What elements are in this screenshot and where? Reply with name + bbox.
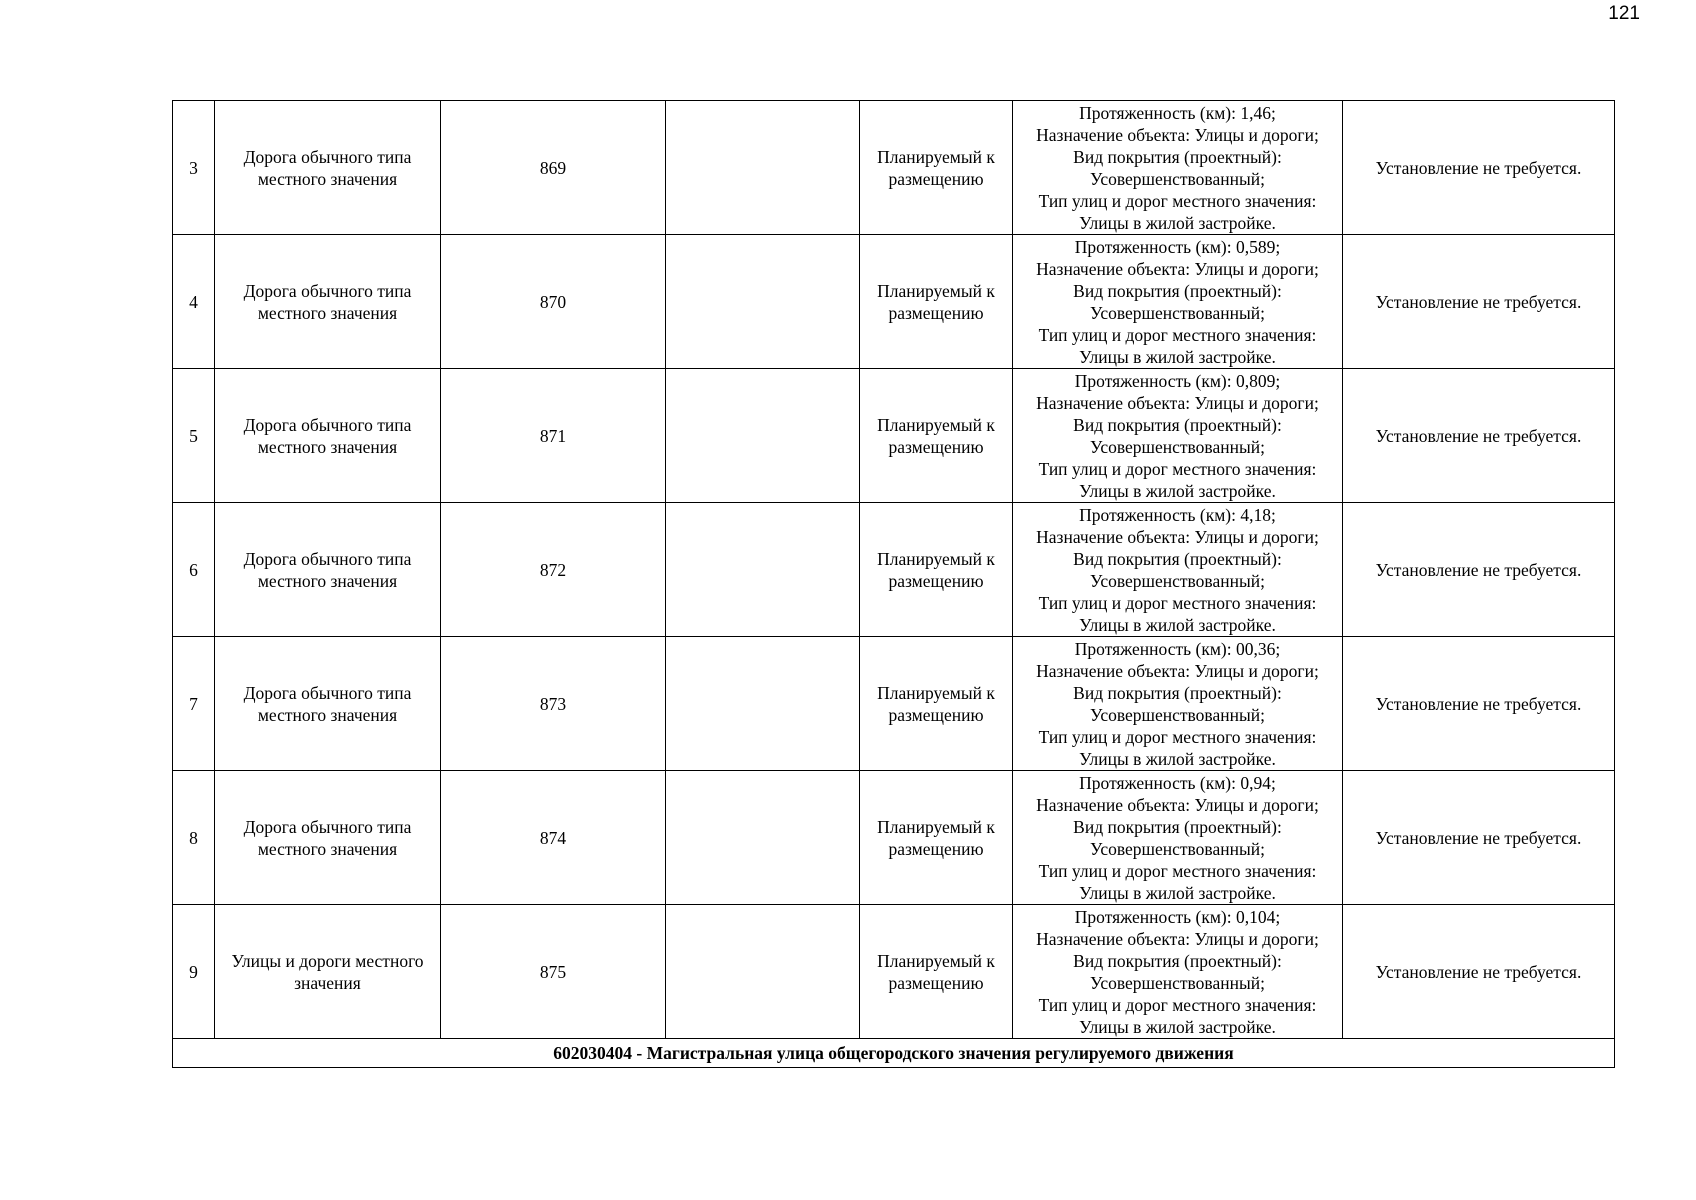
status-line: Планируемый к — [877, 280, 995, 301]
object-name-line: местного значения — [257, 704, 398, 725]
table-row — [173, 369, 1615, 503]
zone-cell: Установление не требуется. — [1343, 905, 1615, 1039]
status-cell — [860, 235, 1013, 369]
characteristic-line: Вид покрытия (проектный): — [1073, 146, 1282, 167]
characteristics-cell — [1013, 905, 1343, 1039]
characteristic-line: Тип улиц и дорог местного значения: — [1038, 592, 1317, 613]
characteristic-line: Вид покрытия (проектный): — [1073, 280, 1282, 301]
table-body — [173, 101, 1615, 1068]
characteristics-cell — [1013, 235, 1343, 369]
characteristic-line: Протяженность (км): 4,18; — [1079, 504, 1276, 525]
status-line: Планируемый к — [877, 816, 995, 837]
characteristic-line: Тип улиц и дорог местного значения: — [1038, 324, 1317, 345]
row-number-cell: 7 — [173, 637, 215, 771]
status-line: размещению — [888, 704, 984, 725]
characteristics-cell — [1013, 369, 1343, 503]
object-name-cell — [215, 771, 441, 905]
table-row — [173, 235, 1615, 369]
characteristic-line: Протяженность (км): 00,36; — [1074, 638, 1281, 659]
objects-table — [172, 100, 1615, 1068]
object-name-line: Дорога обычного типа — [243, 816, 412, 837]
characteristic-line: Назначение объекта: Улицы и дороги; — [1036, 794, 1319, 815]
object-name-line: местного значения — [257, 838, 398, 859]
zone-cell: Установление не требуется. — [1343, 369, 1615, 503]
characteristics-cell — [1013, 637, 1343, 771]
characteristic-line: Вид покрытия (проектный): — [1073, 414, 1282, 435]
object-name-line: значения — [294, 972, 361, 993]
status-cell — [860, 101, 1013, 235]
status-line: Планируемый к — [877, 682, 995, 703]
object-name-line: местного значения — [257, 436, 398, 457]
object-name-line: местного значения — [257, 570, 398, 591]
table-row — [173, 771, 1615, 905]
section-row — [173, 1039, 1615, 1068]
status-cell — [860, 369, 1013, 503]
location-cell — [666, 101, 860, 235]
location-cell — [666, 771, 860, 905]
characteristic-line: Улицы в жилой застройке. — [1079, 480, 1276, 501]
table-row — [173, 905, 1615, 1039]
characteristic-line: Усовершенствованный; — [1090, 168, 1265, 189]
table-row — [173, 503, 1615, 637]
status-line: размещению — [888, 436, 984, 457]
characteristics-cell — [1013, 771, 1343, 905]
characteristic-line: Улицы в жилой застройке. — [1079, 748, 1276, 769]
status-cell — [860, 637, 1013, 771]
object-name-line: Дорога обычного типа — [243, 414, 412, 435]
object-code-cell: 869 — [441, 101, 666, 235]
object-name-line: Дорога обычного типа — [243, 280, 412, 301]
characteristic-line: Усовершенствованный; — [1090, 570, 1265, 591]
characteristic-line: Назначение объекта: Улицы и дороги; — [1036, 526, 1319, 547]
status-cell — [860, 771, 1013, 905]
object-name-cell — [215, 369, 441, 503]
characteristic-line: Назначение объекта: Улицы и дороги; — [1036, 124, 1319, 145]
characteristic-line: Усовершенствованный; — [1090, 704, 1265, 725]
characteristic-line: Тип улиц и дорог местного значения: — [1038, 726, 1317, 747]
characteristic-line: Усовершенствованный; — [1090, 972, 1265, 993]
zone-cell: Установление не требуется. — [1343, 235, 1615, 369]
location-cell — [666, 905, 860, 1039]
characteristic-line: Протяженность (км): 0,94; — [1079, 772, 1276, 793]
section-title: 602030404 - Магистральная улица общегородского значения регулируемого движения — [173, 1039, 1615, 1068]
object-name-cell — [215, 101, 441, 235]
row-number-cell: 6 — [173, 503, 215, 637]
status-line: размещению — [888, 570, 984, 591]
object-name-line: местного значения — [257, 302, 398, 323]
location-cell — [666, 637, 860, 771]
status-line: Планируемый к — [877, 146, 995, 167]
object-name-line: Дорога обычного типа — [243, 548, 412, 569]
characteristic-line: Тип улиц и дорог местного значения: — [1038, 860, 1317, 881]
characteristic-line: Назначение объекта: Улицы и дороги; — [1036, 392, 1319, 413]
characteristic-line: Улицы в жилой застройке. — [1079, 882, 1276, 903]
object-code-cell: 872 — [441, 503, 666, 637]
characteristic-line: Улицы в жилой застройке. — [1079, 614, 1276, 635]
zone-cell: Установление не требуется. — [1343, 771, 1615, 905]
status-line: Планируемый к — [877, 414, 995, 435]
status-line: Планируемый к — [877, 548, 995, 569]
characteristics-cell — [1013, 503, 1343, 637]
characteristic-line: Протяженность (км): 0,809; — [1074, 370, 1281, 391]
table-row — [173, 101, 1615, 235]
characteristic-line: Протяженность (км): 0,104; — [1074, 906, 1281, 927]
status-line: размещению — [888, 302, 984, 323]
characteristic-line: Вид покрытия (проектный): — [1073, 816, 1282, 837]
characteristic-line: Назначение объекта: Улицы и дороги; — [1036, 660, 1319, 681]
location-cell — [666, 235, 860, 369]
characteristic-line: Улицы в жилой застройке. — [1079, 346, 1276, 367]
characteristic-line: Тип улиц и дорог местного значения: — [1038, 458, 1317, 479]
row-number-cell: 4 — [173, 235, 215, 369]
object-code-cell: 875 — [441, 905, 666, 1039]
object-name-cell — [215, 235, 441, 369]
zone-cell: Установление не требуется. — [1343, 637, 1615, 771]
row-number-cell: 9 — [173, 905, 215, 1039]
characteristic-line: Усовершенствованный; — [1090, 302, 1265, 323]
characteristic-line: Вид покрытия (проектный): — [1073, 950, 1282, 971]
characteristic-line: Тип улиц и дорог местного значения: — [1038, 994, 1317, 1015]
characteristic-line: Назначение объекта: Улицы и дороги; — [1036, 928, 1319, 949]
page-number: 121 — [1608, 3, 1640, 24]
object-name-cell — [215, 503, 441, 637]
status-line: Планируемый к — [877, 950, 995, 971]
object-name-line: Дорога обычного типа — [243, 682, 412, 703]
location-cell — [666, 503, 860, 637]
characteristic-line: Улицы в жилой застройке. — [1079, 212, 1276, 233]
table-row — [173, 637, 1615, 771]
characteristics-cell — [1013, 101, 1343, 235]
row-number-cell: 3 — [173, 101, 215, 235]
zone-cell: Установление не требуется. — [1343, 101, 1615, 235]
object-name-cell — [215, 905, 441, 1039]
row-number-cell: 8 — [173, 771, 215, 905]
location-cell — [666, 369, 860, 503]
characteristic-line: Протяженность (км): 0,589; — [1074, 236, 1281, 257]
status-line: размещению — [888, 168, 984, 189]
characteristic-line: Назначение объекта: Улицы и дороги; — [1036, 258, 1319, 279]
status-cell — [860, 905, 1013, 1039]
object-code-cell: 871 — [441, 369, 666, 503]
object-code-cell: 870 — [441, 235, 666, 369]
characteristic-line: Протяженность (км): 1,46; — [1079, 102, 1276, 123]
status-line: размещению — [888, 972, 984, 993]
object-name-cell — [215, 637, 441, 771]
row-number-cell: 5 — [173, 369, 215, 503]
object-code-cell: 873 — [441, 637, 666, 771]
zone-cell: Установление не требуется. — [1343, 503, 1615, 637]
characteristic-line: Тип улиц и дорог местного значения: — [1038, 190, 1317, 211]
characteristic-line: Улицы в жилой застройке. — [1079, 1016, 1276, 1037]
characteristic-line: Вид покрытия (проектный): — [1073, 548, 1282, 569]
characteristic-line: Усовершенствованный; — [1090, 838, 1265, 859]
object-name-line: местного значения — [257, 168, 398, 189]
characteristic-line: Усовершенствованный; — [1090, 436, 1265, 457]
status-cell — [860, 503, 1013, 637]
characteristic-line: Вид покрытия (проектный): — [1073, 682, 1282, 703]
object-code-cell: 874 — [441, 771, 666, 905]
object-name-line: Дорога обычного типа — [243, 146, 412, 167]
object-name-line: Улицы и дороги местного — [231, 950, 424, 971]
status-line: размещению — [888, 838, 984, 859]
